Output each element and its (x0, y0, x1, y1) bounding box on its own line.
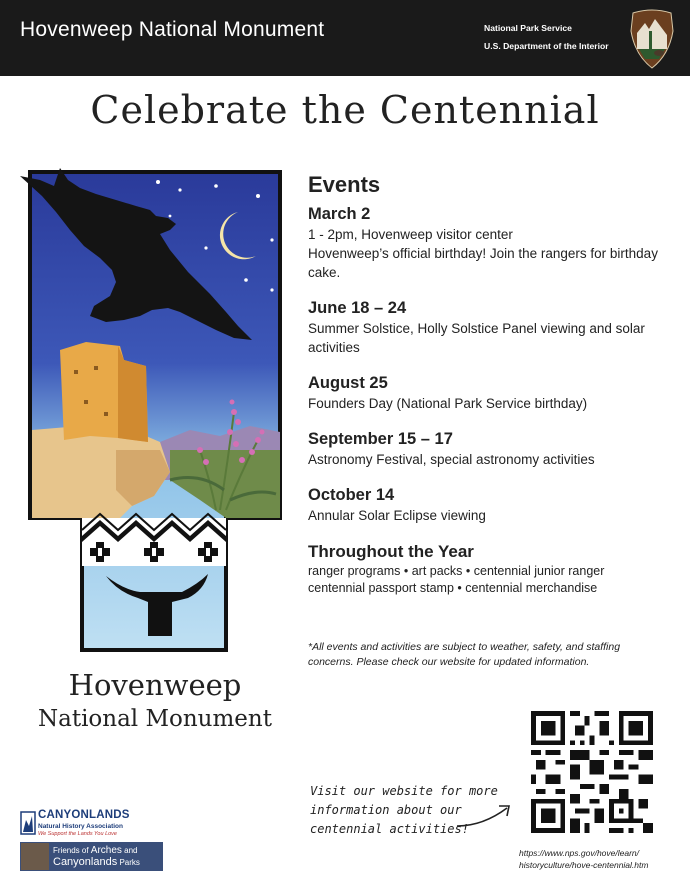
event-item (308, 373, 668, 413)
event-item (308, 485, 668, 525)
agency-block (484, 19, 609, 55)
visit-line-3: centennial activities! (310, 822, 469, 836)
events-section (308, 172, 668, 597)
event-description: Astronomy Festival, special astronomy activities (308, 452, 595, 467)
pattern-band (82, 514, 226, 566)
friends-and: and (121, 846, 138, 855)
agency-line-1: National Park Service (484, 23, 572, 33)
event-description: Founders Day (National Park Service birthday) (308, 396, 588, 411)
qr-code-icon[interactable] (531, 711, 653, 833)
event-description: Summer Solstice, Holly Solstice Panel viewing and solar activities (308, 321, 645, 355)
friends-parks: Parks (117, 858, 140, 867)
arrow-icon (455, 800, 517, 830)
event-item (308, 204, 668, 282)
logo-photo (21, 843, 49, 870)
event-date: June 18 – 24 (308, 299, 407, 317)
event-time-location: 1 - 2pm, Hovenweep visitor center (308, 227, 513, 242)
event-date: October 14 (308, 486, 395, 504)
nps-arrowhead-icon (629, 9, 675, 70)
monument-name-line-2: National Monument (38, 706, 272, 732)
park-name: Hovenweep National Monument (20, 18, 325, 41)
throughout-year-title: Throughout the Year (308, 542, 474, 561)
header-bar (0, 0, 690, 76)
url-line-2[interactable]: historyculture/hove-centennial.htm (519, 860, 649, 870)
throughout-year-line-1: ranger programs • art packs • centennial junior ranger (308, 564, 605, 578)
headline: Celebrate the Centennial (90, 88, 600, 132)
monument-name (20, 668, 290, 736)
event-description: Annular Solar Eclipse viewing (308, 508, 486, 523)
visit-line-2: information about our (310, 803, 462, 817)
visit-line-1: Visit our website for more (310, 784, 498, 798)
events-title: Events (308, 172, 381, 197)
friends-arches-canyonlands-logo (20, 842, 163, 871)
event-item (308, 429, 668, 469)
canyonlands-logo (20, 808, 160, 840)
event-date: March 2 (308, 205, 371, 223)
event-item (308, 298, 668, 357)
disclaimer: *All events and activities are subject to weather, safety, and staffing concerns. Please check our website for updated information. (308, 641, 621, 668)
canyonlands-mark-icon (20, 808, 36, 838)
friends-canyonlands: Canyonlands (53, 856, 118, 868)
monument-name-line-1: Hovenweep (68, 668, 242, 702)
website-url[interactable] (519, 847, 648, 871)
throughout-year-line-2: centennial passport stamp • centennial merchandise (308, 581, 598, 595)
agency-line-2: U.S. Department of the Interior (484, 41, 609, 51)
friends-line-2 (53, 856, 140, 868)
event-date: August 25 (308, 374, 388, 392)
canyonlands-sub: Natural History Association (38, 823, 124, 830)
event-date: September 15 – 17 (308, 430, 453, 448)
event-description: Hovenweep’s official birthday! Join the rangers for birthday cake. (308, 246, 658, 280)
friends-arches: Arches (90, 845, 122, 856)
canyonlands-tagline: We Support the Lands You Love (38, 831, 117, 837)
centennial-illustration (20, 150, 290, 655)
friends-line-1 (53, 845, 138, 856)
friends-prefix: Friends of (53, 846, 91, 855)
url-line-1[interactable]: https://www.nps.gov/hove/learn/ (519, 848, 640, 858)
canyonlands-name: CANYONLANDS (38, 809, 130, 821)
